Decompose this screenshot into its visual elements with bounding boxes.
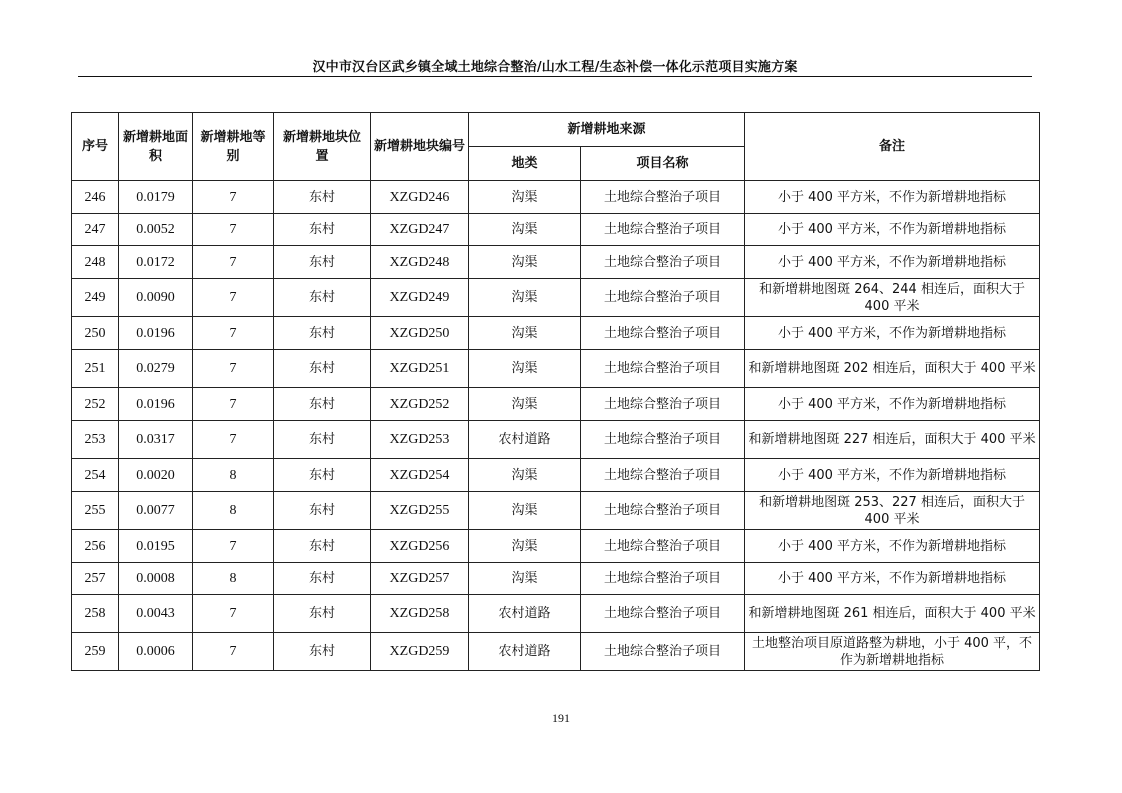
new-farmland-table xyxy=(71,112,1040,671)
cell-land-type: 沟渠 xyxy=(469,563,581,595)
cell-land-type: 沟渠 xyxy=(469,279,581,317)
cell-land-type: 农村道路 xyxy=(469,421,581,459)
cell-area: 0.0317 xyxy=(119,421,193,459)
cell-grade: 7 xyxy=(193,279,274,317)
cell-code: XZGD259 xyxy=(371,633,469,671)
cell-area: 0.0090 xyxy=(119,279,193,317)
cell-location: 东村 xyxy=(274,350,371,388)
page-header-title: 汉中市汉台区武乡镇全域土地综合整治/山水工程/生态补偿一体化示范项目实施方案 xyxy=(312,60,798,75)
cell-seq: 257 xyxy=(72,563,119,595)
header-project: 项目名称 xyxy=(581,147,745,181)
cell-remark: 和新增耕地图斑 253、227 相连后，面积大于 400 平米 xyxy=(745,492,1040,530)
table-header xyxy=(72,113,1040,181)
cell-project: 土地综合整治子项目 xyxy=(581,388,745,421)
cell-grade: 7 xyxy=(193,633,274,671)
cell-remark: 小于 400 平方米，不作为新增耕地指标 xyxy=(745,246,1040,279)
table-row xyxy=(72,317,1040,350)
cell-location: 东村 xyxy=(274,388,371,421)
cell-grade: 7 xyxy=(193,246,274,279)
cell-code: XZGD257 xyxy=(371,563,469,595)
cell-remark: 小于 400 平方米，不作为新增耕地指标 xyxy=(745,214,1040,246)
cell-code: XZGD253 xyxy=(371,421,469,459)
header-code: 新增耕地块编号 xyxy=(371,113,469,181)
cell-grade: 7 xyxy=(193,595,274,633)
cell-area: 0.0196 xyxy=(119,317,193,350)
header-remark: 备注 xyxy=(745,113,1040,181)
cell-land-type: 沟渠 xyxy=(469,181,581,214)
cell-grade: 7 xyxy=(193,181,274,214)
cell-land-type: 沟渠 xyxy=(469,214,581,246)
cell-area: 0.0008 xyxy=(119,563,193,595)
cell-land-type: 沟渠 xyxy=(469,459,581,492)
cell-land-type: 沟渠 xyxy=(469,492,581,530)
cell-area: 0.0179 xyxy=(119,181,193,214)
cell-project: 土地综合整治子项目 xyxy=(581,633,745,671)
table-row xyxy=(72,492,1040,530)
table-row xyxy=(72,421,1040,459)
cell-remark: 小于 400 平方米，不作为新增耕地指标 xyxy=(745,563,1040,595)
cell-seq: 250 xyxy=(72,317,119,350)
cell-code: XZGD258 xyxy=(371,595,469,633)
cell-area: 0.0172 xyxy=(119,246,193,279)
cell-area: 0.0077 xyxy=(119,492,193,530)
cell-remark: 和新增耕地图斑 264、244 相连后，面积大于 400 平米 xyxy=(745,279,1040,317)
cell-project: 土地综合整治子项目 xyxy=(581,350,745,388)
table-row xyxy=(72,563,1040,595)
cell-project: 土地综合整治子项目 xyxy=(581,492,745,530)
cell-land-type: 沟渠 xyxy=(469,530,581,563)
cell-land-type: 沟渠 xyxy=(469,350,581,388)
table-row xyxy=(72,350,1040,388)
table-row xyxy=(72,459,1040,492)
cell-location: 东村 xyxy=(274,246,371,279)
cell-code: XZGD254 xyxy=(371,459,469,492)
cell-seq: 254 xyxy=(72,459,119,492)
cell-project: 土地综合整治子项目 xyxy=(581,246,745,279)
cell-seq: 253 xyxy=(72,421,119,459)
cell-location: 东村 xyxy=(274,317,371,350)
cell-remark: 小于 400 平方米，不作为新增耕地指标 xyxy=(745,181,1040,214)
cell-location: 东村 xyxy=(274,530,371,563)
cell-location: 东村 xyxy=(274,421,371,459)
header-location: 新增耕地块位置 xyxy=(274,113,371,181)
cell-code: XZGD251 xyxy=(371,350,469,388)
cell-location: 东村 xyxy=(274,279,371,317)
cell-land-type: 农村道路 xyxy=(469,633,581,671)
cell-grade: 7 xyxy=(193,388,274,421)
cell-seq: 255 xyxy=(72,492,119,530)
cell-project: 土地综合整治子项目 xyxy=(581,421,745,459)
table-row xyxy=(72,214,1040,246)
cell-code: XZGD252 xyxy=(371,388,469,421)
cell-seq: 252 xyxy=(72,388,119,421)
cell-grade: 7 xyxy=(193,421,274,459)
cell-seq: 249 xyxy=(72,279,119,317)
table-row xyxy=(72,279,1040,317)
cell-remark: 小于 400 平方米，不作为新增耕地指标 xyxy=(745,317,1040,350)
cell-location: 东村 xyxy=(274,595,371,633)
cell-code: XZGD255 xyxy=(371,492,469,530)
cell-land-type: 农村道路 xyxy=(469,595,581,633)
cell-location: 东村 xyxy=(274,492,371,530)
cell-seq: 258 xyxy=(72,595,119,633)
header-land-type: 地类 xyxy=(469,147,581,181)
cell-area: 0.0006 xyxy=(119,633,193,671)
cell-area: 0.0195 xyxy=(119,530,193,563)
cell-grade: 8 xyxy=(193,563,274,595)
table-row xyxy=(72,181,1040,214)
cell-remark: 小于 400 平方米，不作为新增耕地指标 xyxy=(745,530,1040,563)
cell-remark: 小于 400 平方米，不作为新增耕地指标 xyxy=(745,459,1040,492)
cell-project: 土地综合整治子项目 xyxy=(581,317,745,350)
cell-project: 土地综合整治子项目 xyxy=(581,563,745,595)
cell-location: 东村 xyxy=(274,459,371,492)
header-rule xyxy=(78,76,1032,77)
cell-seq: 259 xyxy=(72,633,119,671)
table-body xyxy=(72,181,1040,671)
cell-area: 0.0020 xyxy=(119,459,193,492)
table-row xyxy=(72,388,1040,421)
cell-area: 0.0043 xyxy=(119,595,193,633)
cell-project: 土地综合整治子项目 xyxy=(581,595,745,633)
cell-project: 土地综合整治子项目 xyxy=(581,181,745,214)
table-row xyxy=(72,595,1040,633)
cell-land-type: 沟渠 xyxy=(469,246,581,279)
cell-grade: 7 xyxy=(193,530,274,563)
cell-land-type: 沟渠 xyxy=(469,388,581,421)
cell-code: XZGD248 xyxy=(371,246,469,279)
cell-grade: 8 xyxy=(193,459,274,492)
cell-area: 0.0196 xyxy=(119,388,193,421)
cell-project: 土地综合整治子项目 xyxy=(581,214,745,246)
cell-location: 东村 xyxy=(274,633,371,671)
cell-remark: 和新增耕地图斑 202 相连后，面积大于 400 平米 xyxy=(745,350,1040,388)
header-grade: 新增耕地等别 xyxy=(193,113,274,181)
table-row xyxy=(72,530,1040,563)
cell-code: XZGD249 xyxy=(371,279,469,317)
cell-land-type: 沟渠 xyxy=(469,317,581,350)
cell-location: 东村 xyxy=(274,563,371,595)
cell-remark: 小于 400 平方米，不作为新增耕地指标 xyxy=(745,388,1040,421)
cell-seq: 247 xyxy=(72,214,119,246)
cell-area: 0.0052 xyxy=(119,214,193,246)
cell-seq: 246 xyxy=(72,181,119,214)
cell-project: 土地综合整治子项目 xyxy=(581,530,745,563)
cell-grade: 7 xyxy=(193,350,274,388)
cell-seq: 248 xyxy=(72,246,119,279)
table-row xyxy=(72,633,1040,671)
cell-project: 土地综合整治子项目 xyxy=(581,459,745,492)
cell-location: 东村 xyxy=(274,214,371,246)
header-source: 新增耕地来源 xyxy=(469,113,745,147)
cell-location: 东村 xyxy=(274,181,371,214)
cell-code: XZGD256 xyxy=(371,530,469,563)
cell-seq: 256 xyxy=(72,530,119,563)
cell-remark: 土地整治项目原道路整为耕地，小于 400 平，不作为新增耕地指标 xyxy=(745,633,1040,671)
cell-code: XZGD247 xyxy=(371,214,469,246)
cell-grade: 7 xyxy=(193,317,274,350)
header-seq: 序号 xyxy=(72,113,119,181)
table-row xyxy=(72,246,1040,279)
cell-remark: 和新增耕地图斑 227 相连后，面积大于 400 平米 xyxy=(745,421,1040,459)
cell-code: XZGD250 xyxy=(371,317,469,350)
page-number: 191 xyxy=(552,711,570,725)
cell-area: 0.0279 xyxy=(119,350,193,388)
cell-seq: 251 xyxy=(72,350,119,388)
cell-grade: 7 xyxy=(193,214,274,246)
cell-grade: 8 xyxy=(193,492,274,530)
cell-project: 土地综合整治子项目 xyxy=(581,279,745,317)
cell-remark: 和新增耕地图斑 261 相连后，面积大于 400 平米 xyxy=(745,595,1040,633)
cell-code: XZGD246 xyxy=(371,181,469,214)
header-area: 新增耕地面积 xyxy=(119,113,193,181)
